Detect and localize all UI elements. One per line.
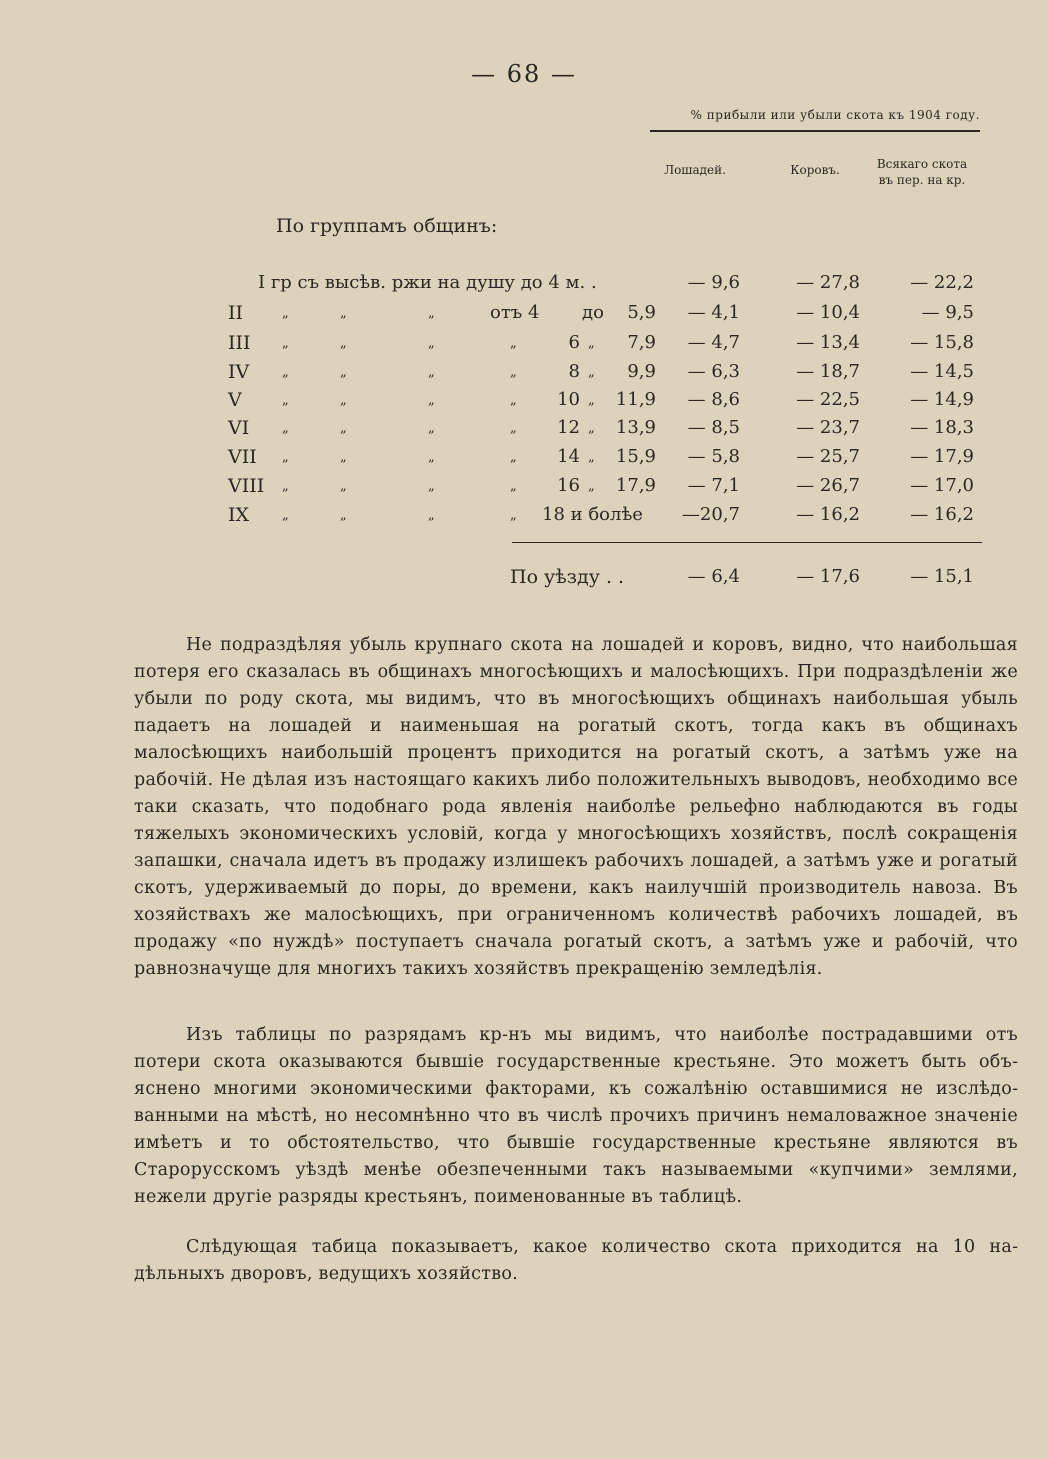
ditto-mark: „ — [340, 450, 347, 465]
row-to: 5,9 — [627, 302, 656, 323]
ditto-mark: „ — [428, 421, 435, 436]
cell-cows: — 27,8 — [796, 272, 860, 293]
ditto-mark: „ — [282, 450, 289, 465]
ditto-mark: „ — [428, 393, 435, 408]
table-row — [0, 332, 1048, 358]
ditto-mark: „ — [510, 365, 517, 380]
row-to: 9,9 — [627, 361, 656, 382]
row-range: 18 и болѣе — [542, 504, 643, 525]
ditto-mark: „ — [428, 450, 435, 465]
cell-all: — 15,8 — [910, 332, 974, 353]
paragraph: Слѣдующая табица показываетъ, какое количество скота приходится на 10 надѣльныхъ дворовъ, ведущихъ хозяйство. — [134, 1237, 1018, 1284]
row-number: IX — [228, 504, 250, 526]
row-mid: до — [582, 302, 604, 323]
cell-cows: — 26,7 — [796, 475, 860, 496]
ditto-mark: „ — [428, 365, 435, 380]
cell-all: — 18,3 — [910, 417, 974, 438]
ditto-mark: „ — [510, 479, 517, 494]
cell-horses: — 4,7 — [687, 332, 740, 353]
row-number: IV — [228, 361, 250, 383]
cell-all: — 22,2 — [910, 272, 974, 293]
ditto-mark: „ — [282, 306, 289, 321]
ditto-mark: „ — [282, 365, 289, 380]
row-from: 6 — [568, 332, 580, 353]
row-mid: „ — [588, 336, 595, 351]
ditto-mark: „ — [282, 508, 289, 523]
column-header-all-line2: въ пер. на кр. — [878, 173, 966, 187]
ditto-mark: „ — [282, 479, 289, 494]
groups-title: По группамъ общинъ: — [276, 215, 498, 237]
row-to: 7,9 — [627, 332, 656, 353]
table-row — [0, 446, 1048, 472]
ditto-mark: „ — [428, 306, 435, 321]
cell-horses: — 4,1 — [687, 302, 740, 323]
cell-cows: — 23,7 — [796, 417, 860, 438]
cell-cows: — 25,7 — [796, 446, 860, 467]
row-label: I гр съ высѣв. ржи на душу до 4 м. . — [258, 272, 597, 293]
total-label: По уѣзду . . — [510, 566, 625, 588]
row-from: 12 — [557, 417, 580, 438]
cell-horses: —20,7 — [681, 504, 740, 525]
header-rule — [650, 130, 980, 132]
cell-horses: — 9,6 — [687, 272, 740, 293]
row-mid: „ — [588, 393, 595, 408]
table-row — [0, 475, 1048, 501]
table-row — [0, 417, 1048, 443]
column-header-horses: Лошадей. — [664, 163, 726, 177]
ditto-mark: „ — [340, 393, 347, 408]
ditto-mark: „ — [340, 421, 347, 436]
ditto-mark: „ — [428, 336, 435, 351]
ditto-mark: „ — [340, 306, 347, 321]
cell-all: — 14,5 — [910, 361, 974, 382]
cell-all: — 16,2 — [910, 504, 974, 525]
table-row — [0, 302, 1048, 328]
row-to: 11,9 — [615, 389, 656, 410]
ditto-mark: „ — [428, 479, 435, 494]
cell-cows: — 13,4 — [796, 332, 860, 353]
table-header-title: % прибыли или убыли скота къ 1904 году. — [690, 108, 980, 122]
ditto-mark: „ — [428, 508, 435, 523]
ditto-mark: „ — [510, 450, 517, 465]
paragraph: Не подраздѣляя убыль крупнаго скота на лошадей и коровъ, видно, что наибольшая потеря его сказалась въ общинахъ многосѣющихъ и малосѣющихъ. При подраздѣленіи же убыли по роду скота, мы видимъ, что въ многосѣющихъ общинахъ наибольшая убыль падаетъ на лошадей и наименьшая на рогатый скотъ, тогда какъ въ общинахъ малосѣющихъ наибольшій процентъ приходится на рогатый скотъ, а затѣмъ уже на рабочій. Не дѣлая изъ настоящаго какихъ либо положительныхъ выводовъ, необходимо все таки сказать, что подобнаго рода явленія наиболѣе рельефно наблюдаются въ годы тяжелыхъ экономическихъ условій, когда у многосѣющихъ хозяйствъ, послѣ сокращенія запашки, сначала идетъ въ продажу излишекъ рабочихъ лошадей, а затѣмъ уже и рогатый скотъ, удерживаемый до поры, до времени, какъ наилучшій производитель навоза. Въ хозяйствахъ же малосѣющихъ, при ограниченномъ количествѣ рабочихъ лошадей, въ продажу «по нуждѣ» поступаетъ сначала рогатый скотъ, а затѣмъ уже и рабочій, что равнозначуще для многихъ такихъ хозяйствъ прекращенію земледѣлія. — [134, 635, 1018, 979]
row-number: V — [228, 389, 242, 411]
cell-cows: — 10,4 — [796, 302, 860, 323]
total-horses: — 6,4 — [687, 566, 740, 587]
ditto-mark: „ — [510, 336, 517, 351]
cell-cows: — 16,2 — [796, 504, 860, 525]
row-from: 10 — [557, 389, 580, 410]
row-to: 13,9 — [615, 417, 656, 438]
ditto-mark: „ — [340, 479, 347, 494]
row-mid: „ — [588, 421, 595, 436]
cell-cows: — 18,7 — [796, 361, 860, 382]
row-from: отъ 4 — [490, 302, 540, 323]
cell-horses: — 8,5 — [687, 417, 740, 438]
cell-all: — 14,9 — [910, 389, 974, 410]
column-header-all-line1: Всякаго скота — [876, 157, 968, 171]
row-number: VI — [228, 417, 250, 439]
total-all: — 15,1 — [910, 566, 974, 587]
cell-horses: — 8,6 — [687, 389, 740, 410]
cell-horses: — 7,1 — [687, 475, 740, 496]
table-divider — [512, 542, 982, 543]
row-from: 14 — [557, 446, 580, 467]
table-row — [0, 504, 1048, 530]
row-number: VII — [228, 446, 257, 468]
table-row — [0, 361, 1048, 387]
ditto-mark: „ — [340, 508, 347, 523]
cell-all: — 17,9 — [910, 446, 974, 467]
row-number: II — [228, 302, 244, 324]
row-from: 16 — [557, 475, 580, 496]
ditto-mark: „ — [510, 421, 517, 436]
row-mid: „ — [588, 365, 595, 380]
row-mid: „ — [588, 450, 595, 465]
ditto-mark: „ — [510, 393, 517, 408]
table-row — [0, 272, 1048, 298]
table-row — [0, 389, 1048, 415]
row-number: VIII — [228, 475, 265, 497]
ditto-mark: „ — [340, 365, 347, 380]
row-mid: „ — [588, 479, 595, 494]
row-to: 17,9 — [615, 475, 656, 496]
table-total-row — [0, 566, 1048, 592]
cell-all: — 17,0 — [910, 475, 974, 496]
total-cows: — 17,6 — [796, 566, 860, 587]
ditto-mark: „ — [282, 421, 289, 436]
ditto-mark: „ — [282, 336, 289, 351]
ditto-mark: „ — [340, 336, 347, 351]
column-header-all-livestock — [862, 156, 982, 188]
column-header-cows: Коровъ. — [790, 163, 840, 177]
ditto-mark: „ — [510, 508, 517, 523]
cell-horses: — 6,3 — [687, 361, 740, 382]
cell-all: — 9,5 — [921, 302, 974, 323]
paragraph: Изъ таблицы по разрядамъ кр-нъ мы видимъ, что наиболѣе пострадавшими отъ потери скота оказываются бывшіе государственные крестьяне. Это можетъ быть объяснено многими экономическими факторами, къ сожалѣнію оставшимися не изслѣдованными на мѣстѣ, но несомнѣнно что въ числѣ прочихъ причинъ немаловажное значеніе имѣетъ и то обстоятельство, что бывшіе государственные крестьяне являются въ Старорусскомъ уѣздѣ менѣе обезпеченными такъ называемыми «купчими» землями, нежели другіе разряды крестьянъ, поименованные въ таблицѣ. — [134, 1025, 1018, 1207]
cell-cows: — 22,5 — [796, 389, 860, 410]
ditto-mark: „ — [282, 393, 289, 408]
page-number: — 68 — — [471, 60, 577, 88]
row-from: 8 — [568, 361, 580, 382]
cell-horses: — 5,8 — [687, 446, 740, 467]
row-to: 15,9 — [615, 446, 656, 467]
row-number: III — [228, 332, 251, 354]
